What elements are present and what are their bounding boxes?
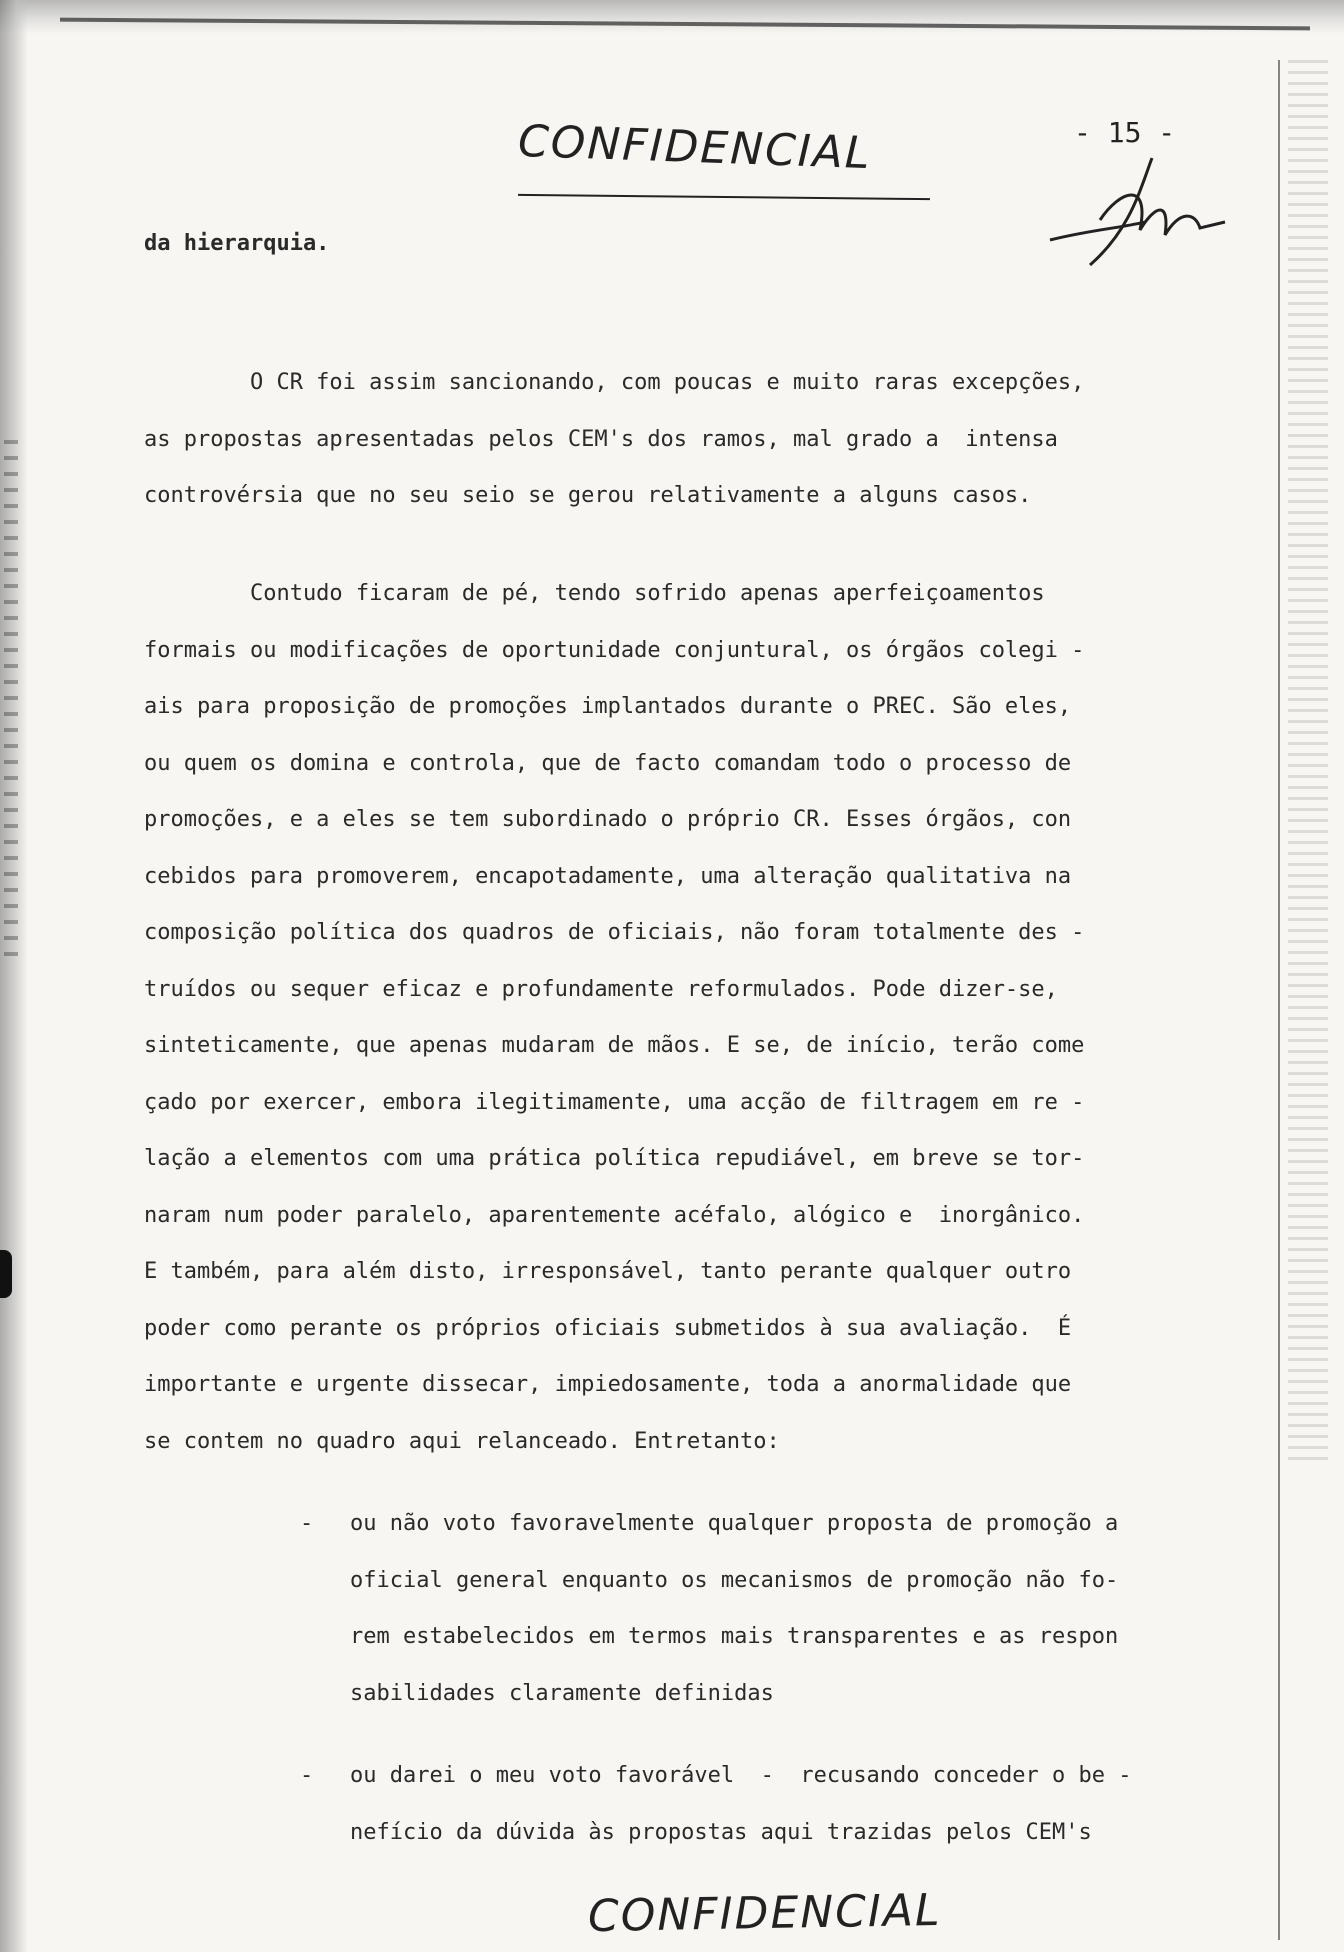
text-line: naram num poder paralelo, aparentemente acéfalo, alógico e inorgânico.: [144, 1202, 1085, 1228]
scan-edge-left: [0, 0, 28, 1952]
confidential-stamp-top: CONFIDENCIAL: [517, 115, 873, 180]
scan-left-blot: [0, 1250, 12, 1298]
text-line: E também, para além disto, irresponsável, tanto perante qualquer outro: [144, 1259, 1072, 1284]
text-line: promoções, e a eles se tem subordinado o próprio CR. Esses órgãos, con: [144, 807, 1072, 832]
text-line: ou darei o meu voto favorável - recusando conceder o be -: [350, 1763, 1132, 1788]
text-line: poder como perante os próprios oficiais submetidos à sua avaliação. É: [144, 1315, 1072, 1341]
text-line: da hierarquia.: [144, 231, 330, 256]
bullet-item-2: [350, 1748, 1300, 1861]
page-number: - 15 -: [1074, 116, 1176, 149]
text-line: se contem no quadro aqui relanceado. Entretanto:: [144, 1428, 780, 1454]
text-line: sabilidades claramente definidas: [350, 1680, 774, 1706]
text-line: cebidos para promoverem, encapotadamente, uma alteração qualitativa na: [144, 863, 1072, 889]
paragraph-1: [144, 355, 1224, 525]
text-line: sinteticamente, que apenas mudaram de mãos. E se, de início, terão come: [144, 1033, 1085, 1058]
text-line: controvérsia que no seu seio se gerou relativamente a alguns casos.: [144, 483, 1032, 508]
text-line: as propostas apresentadas pelos CEM's dos ramos, mal grado a intensa: [144, 426, 1058, 452]
text-line: importante e urgente dissecar, impiedosamente, toda a anormalidade que: [144, 1372, 1072, 1397]
text-line: lação a elementos com uma prática política repudiável, em breve se tor-: [144, 1146, 1085, 1171]
text-line: O CR foi assim sancionando, com poucas e muito raras excepções,: [144, 370, 1085, 395]
bullet-marker: -: [300, 1763, 314, 1788]
stamp-underline: [518, 194, 930, 200]
bullet-marker: -: [300, 1511, 314, 1536]
text-line: nefício da dúvida às propostas aqui trazidas pelos CEM's: [350, 1819, 1092, 1845]
scan-left-noise: [4, 440, 18, 960]
text-line: çado por exercer, embora ilegitimamente, uma acção de filtragem em re -: [144, 1089, 1085, 1115]
confidential-stamp-bottom: CONFIDENCIAL: [587, 1884, 942, 1943]
text-line: formais ou modificações de oportunidade conjuntural, os órgãos colegi -: [144, 637, 1085, 663]
text-first-line: [144, 216, 1224, 273]
text-line: composição política dos quadros de oficiais, não foram totalmente des -: [144, 920, 1085, 945]
text-line: truídos ou sequer eficaz e profundamente reformulados. Pode dizer-se,: [144, 976, 1058, 1002]
text-line: ou quem os domina e controla, que de facto comandam todo o processo de: [144, 750, 1072, 776]
text-line: ou não voto favoravelmente qualquer proposta de promoção a: [350, 1511, 1119, 1536]
scan-right-noise: [1288, 60, 1328, 1460]
text-line: oficial general enquanto os mecanismos de promoção não fo-: [350, 1567, 1119, 1593]
text-line: ais para proposição de promoções implantados durante o PREC. São eles,: [144, 694, 1072, 719]
bullet-item-1: [350, 1496, 1300, 1722]
text-line: rem estabelecidos em termos mais transparentes e as respon: [350, 1624, 1119, 1649]
text-line: Contudo ficaram de pé, tendo sofrido apenas aperfeiçoamentos: [144, 581, 1045, 606]
paragraph-2: [144, 566, 1224, 1470]
